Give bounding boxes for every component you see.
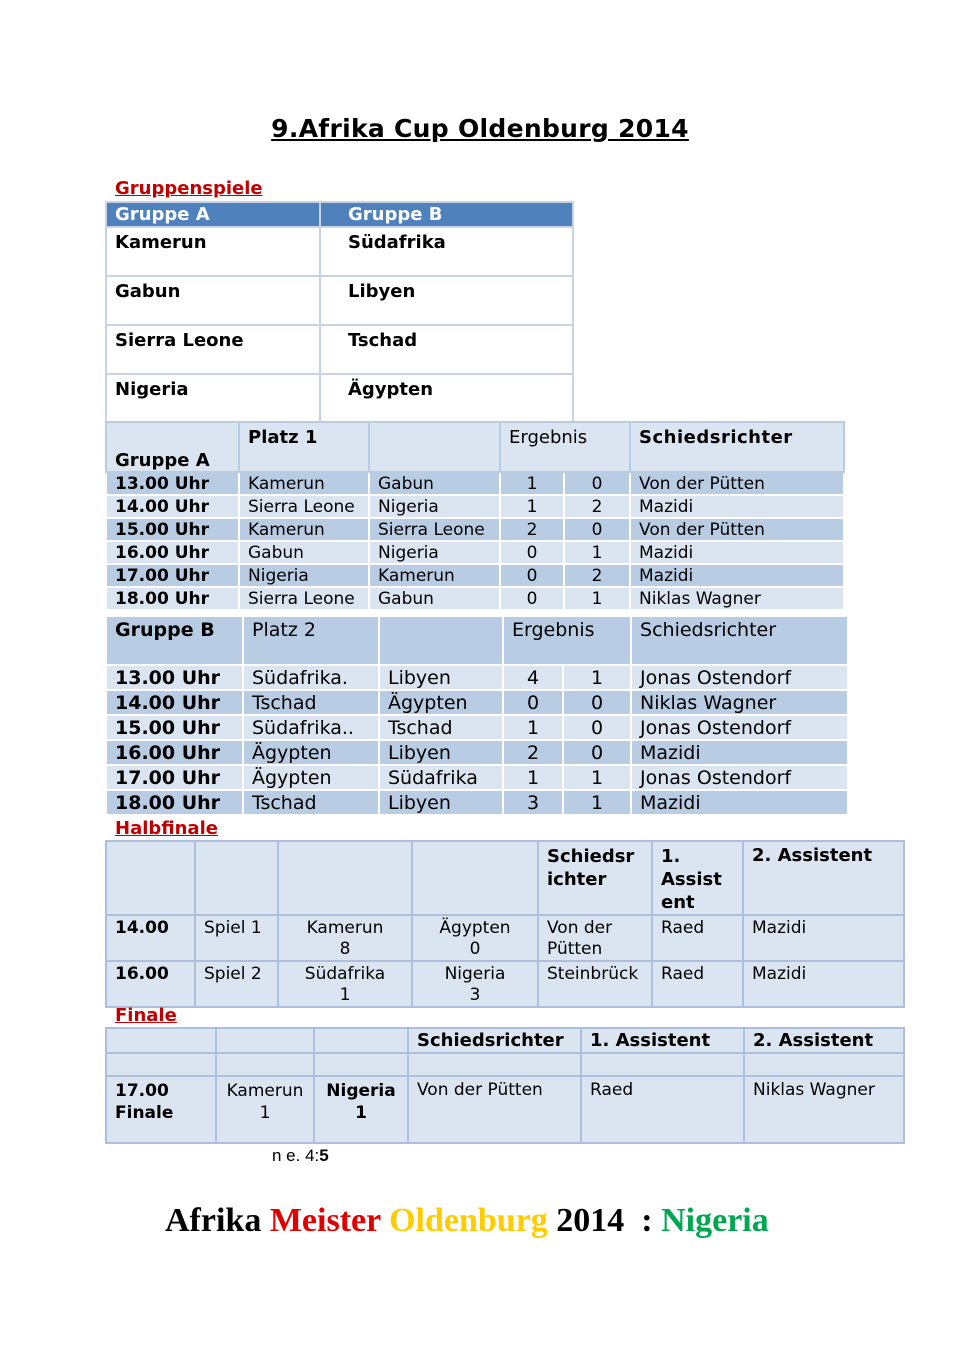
referee: Niklas Wagner [631, 690, 848, 715]
home-goals: 1 [503, 715, 563, 740]
table-row [106, 325, 573, 374]
match-row [106, 765, 848, 790]
home-goals: 0 [500, 587, 564, 610]
groups-header-row [106, 202, 573, 227]
home-goals: 1 [503, 765, 563, 790]
finale-heading: Finale [115, 1005, 177, 1026]
finale-header-row [106, 1028, 904, 1053]
score: 1 [339, 985, 351, 1005]
away-goals: 0 [564, 472, 630, 495]
home-goals: 2 [503, 740, 563, 765]
game-label: Spiel 2 [195, 961, 278, 1007]
table-row [106, 961, 904, 1007]
empty-cell [314, 1028, 408, 1053]
table-row [106, 227, 573, 276]
assistant-2: Mazidi [743, 915, 904, 961]
away-goals: 0 [563, 715, 631, 740]
platz-label: Platz 2 [243, 616, 379, 665]
game-time: 14.00 [106, 915, 195, 961]
home-team: Sierra Leone [239, 495, 369, 518]
home-goals: 4 [503, 665, 563, 690]
halbfinale-table [105, 840, 905, 1008]
score: 8 [339, 939, 351, 959]
away-team: Libyen [379, 665, 503, 690]
match-row [106, 740, 848, 765]
away-team: Nigeria [369, 495, 500, 518]
away-team: Tschad [379, 715, 503, 740]
group-b-header: Gruppe B [320, 202, 573, 227]
assistant-2-header: 2. Assistent [743, 841, 904, 915]
assistant-1: Raed [652, 961, 743, 1007]
assistant-1-header: 1. Assistent [581, 1028, 744, 1053]
away-team: Ägypten [379, 690, 503, 715]
team-2 [412, 915, 538, 961]
away-team: Libyen [379, 740, 503, 765]
away-team: Kamerun [369, 564, 500, 587]
referee: Von der Pütten [630, 518, 844, 541]
home-goals: 0 [503, 690, 563, 715]
group-a-team: Kamerun [106, 227, 320, 276]
label: Finale [115, 1103, 174, 1123]
group-b-team: Ägypten [320, 374, 573, 423]
match-row [106, 715, 848, 740]
score: 0 [469, 939, 481, 959]
team-name: Südafrika [304, 964, 386, 984]
away-goals: 1 [563, 665, 631, 690]
empty-cell [216, 1028, 314, 1053]
game-time: 16.00 [106, 961, 195, 1007]
referee-header: Schiedsrichter [408, 1028, 581, 1053]
referee: Mazidi [630, 564, 844, 587]
assistant-1-header: 1. Assist ent [652, 841, 743, 915]
empty-cell [412, 841, 538, 915]
match-time: 17.00 Uhr [106, 765, 243, 790]
team-name: Ägypten [439, 918, 511, 938]
spacer-row [106, 1053, 904, 1076]
away-goals: 1 [564, 587, 630, 610]
assistant-1: Raed [652, 915, 743, 961]
away-goals: 2 [564, 495, 630, 518]
group-b-label: Gruppe B [106, 616, 243, 665]
champion-line [165, 1202, 769, 1240]
away-goals: 0 [563, 740, 631, 765]
referee: Von der Pütten [408, 1076, 581, 1143]
assistant-1: Raed [581, 1076, 744, 1143]
group-b-team: Südafrika [320, 227, 573, 276]
home-team: Nigeria [239, 564, 369, 587]
referee: Mazidi [631, 740, 848, 765]
empty-cell [278, 841, 412, 915]
group-b-table [105, 615, 849, 816]
match-time: 13.00 Uhr [106, 472, 239, 495]
match-row [106, 690, 848, 715]
match-row [106, 587, 844, 610]
away-team: Libyen [379, 790, 503, 815]
referee: Jonas Ostendorf [631, 715, 848, 740]
away-team: Sierra Leone [369, 518, 500, 541]
match-time: 18.00 Uhr [106, 587, 239, 610]
empty-cell [106, 1028, 216, 1053]
away-team: Südafrika [379, 765, 503, 790]
champion-separator: : [641, 1202, 653, 1239]
table-row [106, 1076, 904, 1143]
referee: Jonas Ostendorf [631, 765, 848, 790]
referee-header: Schiedsrichter [630, 422, 844, 472]
penalty-note-prefix: n e. 4: [272, 1146, 320, 1165]
match-time: 13.00 Uhr [106, 665, 243, 690]
time: 17.00 [115, 1081, 169, 1101]
group-a-team: Gabun [106, 276, 320, 325]
referee: Steinbrück [538, 961, 652, 1007]
table-row [106, 374, 573, 423]
game-label: Spiel 1 [195, 915, 278, 961]
team-1 [278, 961, 412, 1007]
match-time: 18.00 Uhr [106, 790, 243, 815]
assistant-2: Niklas Wagner [744, 1076, 904, 1143]
referee: Niklas Wagner [630, 587, 844, 610]
home-team: Ägypten [243, 740, 379, 765]
group-a-table [105, 421, 845, 611]
home-team: Tschad [243, 790, 379, 815]
home-goals: 3 [503, 790, 563, 815]
group-a-header: Gruppe A [106, 202, 320, 227]
score: 1 [355, 1103, 367, 1123]
referee: Von der Pütten [630, 472, 844, 495]
groups-table [105, 201, 574, 424]
halbfinale-heading: Halbfinale [115, 818, 218, 839]
match-row [106, 472, 844, 495]
match-time: 17.00 Uhr [106, 564, 239, 587]
assistant-2: Mazidi [743, 961, 904, 1007]
home-goals: 1 [500, 495, 564, 518]
assistant-2-header: 2. Assistent [744, 1028, 904, 1053]
team-1 [278, 915, 412, 961]
group-b-header-row [106, 616, 848, 665]
home-team: Sierra Leone [239, 587, 369, 610]
platz-label: Platz 1 [239, 422, 369, 472]
home-goals: 1 [500, 472, 564, 495]
group-b-team: Tschad [320, 325, 573, 374]
empty-cell [106, 841, 195, 915]
champion-word-year: 2014 [556, 1202, 625, 1239]
empty-cell [195, 841, 278, 915]
home-goals: 0 [500, 541, 564, 564]
champion-word-meister: Meister [269, 1202, 381, 1239]
away-goals: 1 [564, 541, 630, 564]
page-title: 9.Afrika Cup Oldenburg 2014 [271, 114, 689, 143]
match-row [106, 495, 844, 518]
score: 1 [259, 1103, 271, 1123]
referee-header: Schiedsr ichter [538, 841, 652, 915]
empty-cell [369, 422, 500, 472]
match-time: 14.00 Uhr [106, 690, 243, 715]
match-row [106, 564, 844, 587]
empty-cell [379, 616, 503, 665]
home-team: Kamerun [239, 472, 369, 495]
champion-word-afrika: Afrika [165, 1202, 262, 1239]
score: 3 [469, 985, 481, 1005]
penalty-note-score: 5 [319, 1146, 329, 1165]
match-row [106, 518, 844, 541]
match-time: 16.00 Uhr [106, 541, 239, 564]
group-a-label: Gruppe A [106, 422, 239, 472]
group-b-team: Libyen [320, 276, 573, 325]
home-team: Kamerun [239, 518, 369, 541]
match-row [106, 665, 848, 690]
group-a-team: Sierra Leone [106, 325, 320, 374]
away-goals: 0 [564, 518, 630, 541]
referee: Mazidi [630, 541, 844, 564]
referee: Mazidi [630, 495, 844, 518]
final-time [106, 1076, 216, 1143]
group-a-team: Nigeria [106, 374, 320, 423]
table-row [106, 276, 573, 325]
finale-table [105, 1027, 905, 1144]
match-time: 16.00 Uhr [106, 740, 243, 765]
away-team: Gabun [369, 472, 500, 495]
penalty-note [272, 1146, 329, 1166]
gruppenspiele-heading: Gruppenspiele [115, 178, 263, 199]
ergebnis-header: Ergebnis [503, 616, 631, 665]
away-goals: 2 [564, 564, 630, 587]
home-goals: 2 [500, 518, 564, 541]
referee: Jonas Ostendorf [631, 665, 848, 690]
home-team: Südafrika. [243, 665, 379, 690]
away-goals: 0 [563, 690, 631, 715]
match-time: 14.00 Uhr [106, 495, 239, 518]
group-a-header-row [106, 422, 844, 472]
referee: Mazidi [631, 790, 848, 815]
team-2 [314, 1076, 408, 1143]
home-goals: 0 [500, 564, 564, 587]
champion-word-oldenburg: Oldenburg [389, 1202, 548, 1239]
home-team: Südafrika.. [243, 715, 379, 740]
home-team: Tschad [243, 690, 379, 715]
ergebnis-header: Ergebnis [500, 422, 630, 472]
team-name: Nigeria [444, 964, 506, 984]
referee: Von der Pütten [538, 915, 652, 961]
home-team: Ägypten [243, 765, 379, 790]
home-team: Gabun [239, 541, 369, 564]
referee-header: Schiedsrichter [631, 616, 848, 665]
team-name: Nigeria [326, 1081, 396, 1101]
table-row [106, 915, 904, 961]
match-time: 15.00 Uhr [106, 715, 243, 740]
match-row [106, 541, 844, 564]
away-goals: 1 [563, 765, 631, 790]
team-2 [412, 961, 538, 1007]
halbfinale-header-row [106, 841, 904, 915]
away-team: Nigeria [369, 541, 500, 564]
match-row [106, 790, 848, 815]
team-name: Kamerun [306, 918, 384, 938]
away-goals: 1 [563, 790, 631, 815]
champion-word-nigeria: Nigeria [661, 1202, 769, 1239]
team-1 [216, 1076, 314, 1143]
match-time: 15.00 Uhr [106, 518, 239, 541]
away-team: Gabun [369, 587, 500, 610]
team-name: Kamerun [226, 1081, 304, 1101]
